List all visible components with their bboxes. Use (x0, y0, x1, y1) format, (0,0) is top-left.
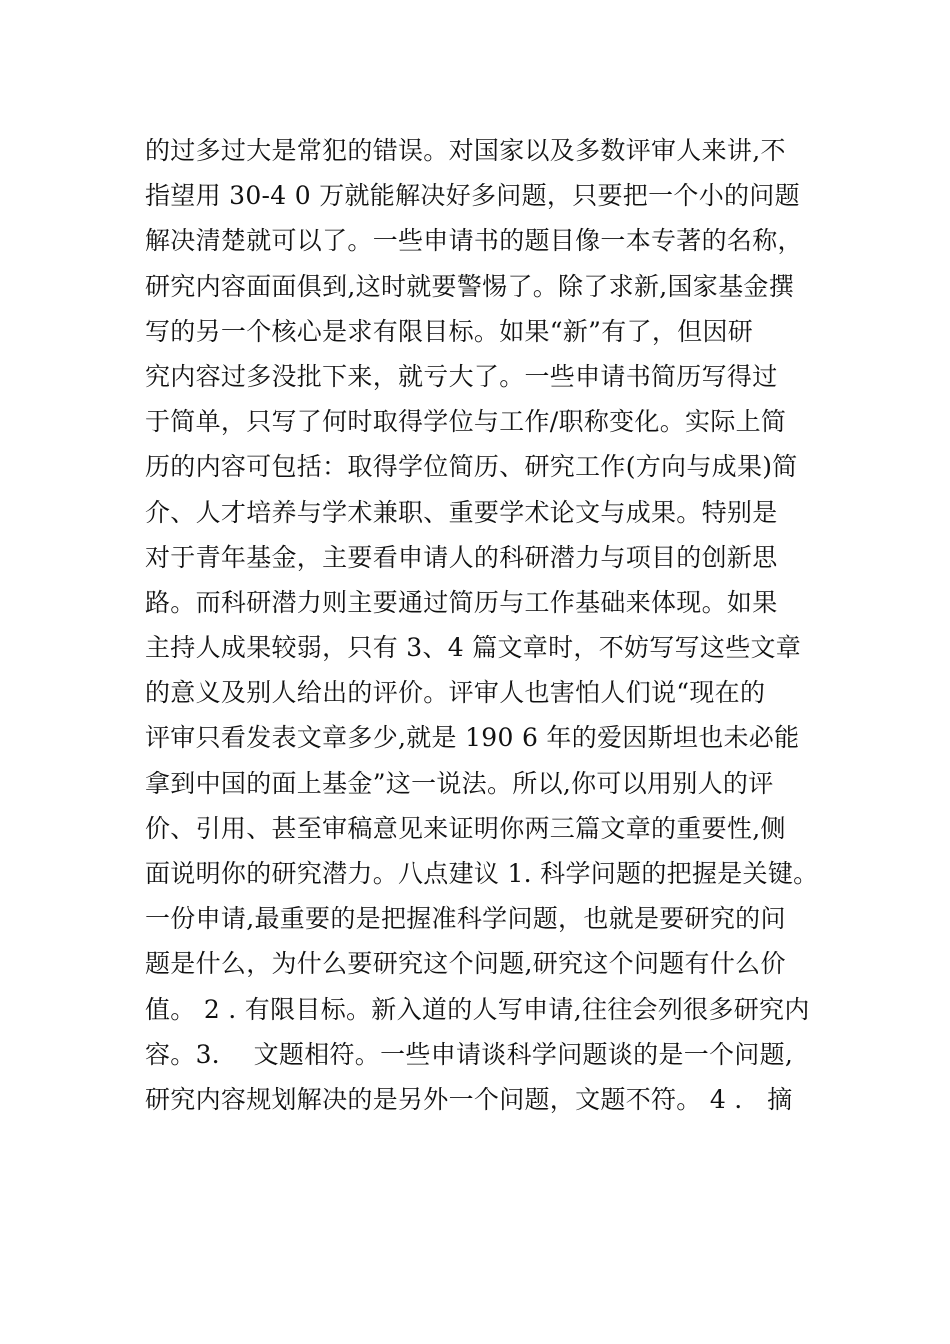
text-line: 的意义及别人给出的评价。评审人也害怕人们说“现在的 (145, 678, 766, 708)
text-line: 指望用 30-4 0 万就能解决好多问题，只要把一个小的问题 (145, 181, 800, 211)
text-line: 主持人成果较弱，只有 3、4 篇文章时，不妨写写这些文章 (145, 633, 802, 663)
text-line: 拿到中国的面上基金”这一说法。所以,你可以用别人的评 (145, 768, 774, 798)
text-line: 面说明你的研究潜力。八点建议 1. 科学问题的把握是关键。 (145, 859, 819, 888)
text-line: 究内容过多没批下来，就亏大了。一些申请书简历写得过 (145, 361, 778, 391)
text-line: 价、引用、甚至审稿意见来证明你两三篇文章的重要性,侧 (145, 813, 786, 843)
text-line: 路。而科研潜力则主要通过简历与工作基础来体现。如果 (145, 587, 778, 617)
text-line: 一份申请,最重要的是把握准科学问题，也就是要研究的问 (145, 904, 786, 934)
text-line: 解决清楚就可以了。一些申请书的题目像一本专著的名称， (145, 226, 803, 256)
text-line: 的过多过大是常犯的错误。对国家以及多数评审人来讲,不 (145, 136, 786, 165)
body-text (145, 128, 825, 1122)
text-line: 研究内容面面俱到,这时就要警惕了。除了求新,国家基金撰 (145, 271, 794, 301)
text-line: 对于青年基金，主要看申请人的科研潜力与项目的创新思 (145, 542, 778, 572)
text-line: 研究内容规划解决的是另外一个问题，文题不符。 4 . 摘 (145, 1084, 793, 1114)
text-line: 值。 2 . 有限目标。新入道的人写申请,往往会列很多研究内 (145, 994, 810, 1024)
text-line: 介、人才培养与学术兼职、重要学术论文与成果。特别是 (145, 497, 778, 527)
text-line: 于简单，只写了何时取得学位与工作/职称变化。实际上简 (145, 407, 787, 437)
text-line: 写的另一个核心是求有限目标。如果“新”有了，但因研 (145, 316, 754, 346)
text-line: 题是什么，为什么要研究这个问题,研究这个问题有什么价 (145, 949, 786, 979)
text-line: 历的内容可包括：取得学位简历、研究工作(方向与成果)简 (145, 452, 798, 482)
text-line: 容。3． 文题相符。一些申请谈科学问题谈的是一个问题, (145, 1039, 794, 1069)
text-line: 评审只看发表文章多少,就是 190 6 年的爱因斯坦也未必能 (145, 723, 800, 753)
